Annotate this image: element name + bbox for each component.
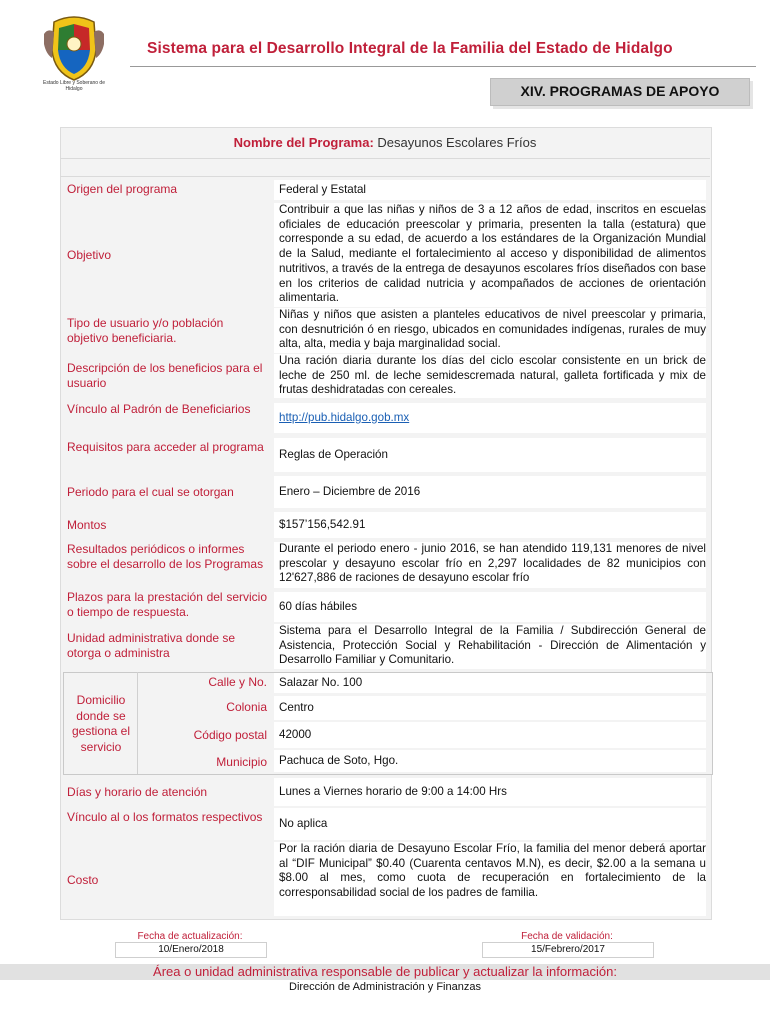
responsible-area-value: Dirección de Administración y Finanzas <box>289 981 481 993</box>
municipality-label: Municipio <box>216 755 267 769</box>
street-label: Calle y No. <box>208 675 267 689</box>
logo-caption: Estado Libre y Soberano de Hidalgo <box>43 80 105 92</box>
section-title-box: XIV. PROGRAMAS DE APOYO <box>490 78 750 106</box>
beneficiaries-registry-link[interactable]: http://pub.hidalgo.gob.mx <box>279 410 410 424</box>
requirements-value: Reglas de Operación <box>274 438 706 472</box>
row-divider <box>60 176 710 177</box>
results-value: Durante el periodo enero - junio 2016, se han atendido 119,131 menores de nivel prescolar y desayuno escolar frío en 2,297 localidades de 82 municipios con 12'627,886 de raciones de desayuno escolar frío <box>274 542 706 588</box>
amounts-value: $157’156,542.91 <box>274 512 706 538</box>
address-label: Domicilio donde se gestiona el servicio <box>71 693 131 754</box>
admin-unit-value: Sistema para el Desarrollo Integral de la Familia / Subdirección General de Asistencia, Protección Social y Rehabilitación - Dirección de Alimentación y Desarrollo Familiar y Comunitario. <box>274 624 706 669</box>
update-date-value: 10/Enero/2018 <box>115 942 267 958</box>
validation-date-value: 15/Febrero/2017 <box>482 942 654 958</box>
benefits-description-value: Una ración diaria durante los días del ciclo escolar consistente en un brick de leche de 250 ml. de leche semidescremada natural, galleta fortificada y mix de frutas deshidratadas con cereales. <box>274 354 706 398</box>
service-hours-value: Lunes a Viernes horario de 9:00 a 14:00 Hrs <box>274 778 706 806</box>
benefits-description-label: Descripción de los beneficios para el usuario <box>67 361 263 390</box>
postal-code-label: Código postal <box>193 728 267 742</box>
update-date-label: Fecha de actualización: <box>137 931 243 942</box>
target-population-label: Tipo de usuario y/o población objetivo beneficiaria. <box>67 316 224 345</box>
origin-value: Federal y Estatal <box>274 180 706 200</box>
forms-link-label: Vínculo al o los formatos respectivos <box>67 810 263 824</box>
program-name-label: Nombre del Programa: <box>233 135 374 150</box>
period-label: Periodo para el cual se otorgan <box>67 485 234 499</box>
requirements-label: Requisitos para acceder al programa <box>67 440 264 454</box>
address-divider <box>137 672 138 774</box>
beneficiaries-registry-value <box>274 403 706 433</box>
program-name-row <box>60 128 710 158</box>
municipality-value: Pachuca de Soto, Hgo. <box>274 750 706 772</box>
header-divider <box>130 66 756 67</box>
response-time-label: Plazos para la prestación del servicio o tiempo de respuesta. <box>67 590 267 619</box>
objective-label: Objetivo <box>67 248 112 262</box>
service-hours-label: Días y horario de atención <box>67 785 208 799</box>
street-value: Salazar No. 100 <box>274 673 706 693</box>
objective-value: Contribuir a que las niñas y niños de 3 a 12 años de edad, inscritos en escuelas oficiales de educación preescolar y primaria, presenten la talla (estatura) que corresponde a su edad, de acuerdo a los estándares de la Organización Mundial de la Salud, mediante el fortalecimiento al acceso y disponibilidad de alimentos nutritivos, a través de la entrega de desayunos escolares fríos diseñados con base en los criterios de calidad nutricia y acompañados de acciones de orientación alimentaria. <box>274 203 706 307</box>
admin-unit-label: Unidad administrativa donde se otorga o administra <box>67 631 236 660</box>
cost-value: Por la ración diaria de Desayuno Escolar Frío, la familia del menor deberá aportar al “DIF Municipal” $0.40 (Cuarenta centavos M.N), es decir, $2.00 a la semana u $8.00 al mes, como cuota de recuperación en fortalecimiento de la corresponsabilidad social de los padres de familia. <box>274 842 706 916</box>
beneficiaries-registry-label: Vínculo al Padrón de Beneficiarios <box>67 402 251 416</box>
row-divider <box>60 158 710 159</box>
program-name-value: Desayunos Escolares Fríos <box>377 135 537 150</box>
amounts-label: Montos <box>67 518 107 532</box>
responsible-area-label: Área o unidad administrativa responsable de publicar y actualizar la información: <box>0 964 770 980</box>
origin-label: Origen del programa <box>67 182 178 196</box>
cost-label: Costo <box>67 873 99 887</box>
target-population-value: Niñas y niños que asisten a planteles educativos de nivel preescolar y primaria, con desnutrición ó en riesgo, ubicados en comunidades indígenas, rurales de muy alta, alta, media y baja marginalidad social. <box>274 308 706 353</box>
period-value: Enero – Diciembre de 2016 <box>274 476 706 508</box>
results-label: Resultados periódicos o informes sobre el desarrollo de los Programas <box>67 542 264 571</box>
neighborhood-value: Centro <box>274 696 706 720</box>
response-time-value: 60 días hábiles <box>274 592 706 622</box>
validation-date-label: Fecha de validación: <box>521 931 613 942</box>
organization-title: Sistema para el Desarrollo Integral de la Familia del Estado de Hidalgo <box>147 40 673 57</box>
neighborhood-label: Colonia <box>226 700 267 714</box>
postal-code-value: 42000 <box>274 722 706 748</box>
forms-link-value: No aplica <box>274 808 706 840</box>
